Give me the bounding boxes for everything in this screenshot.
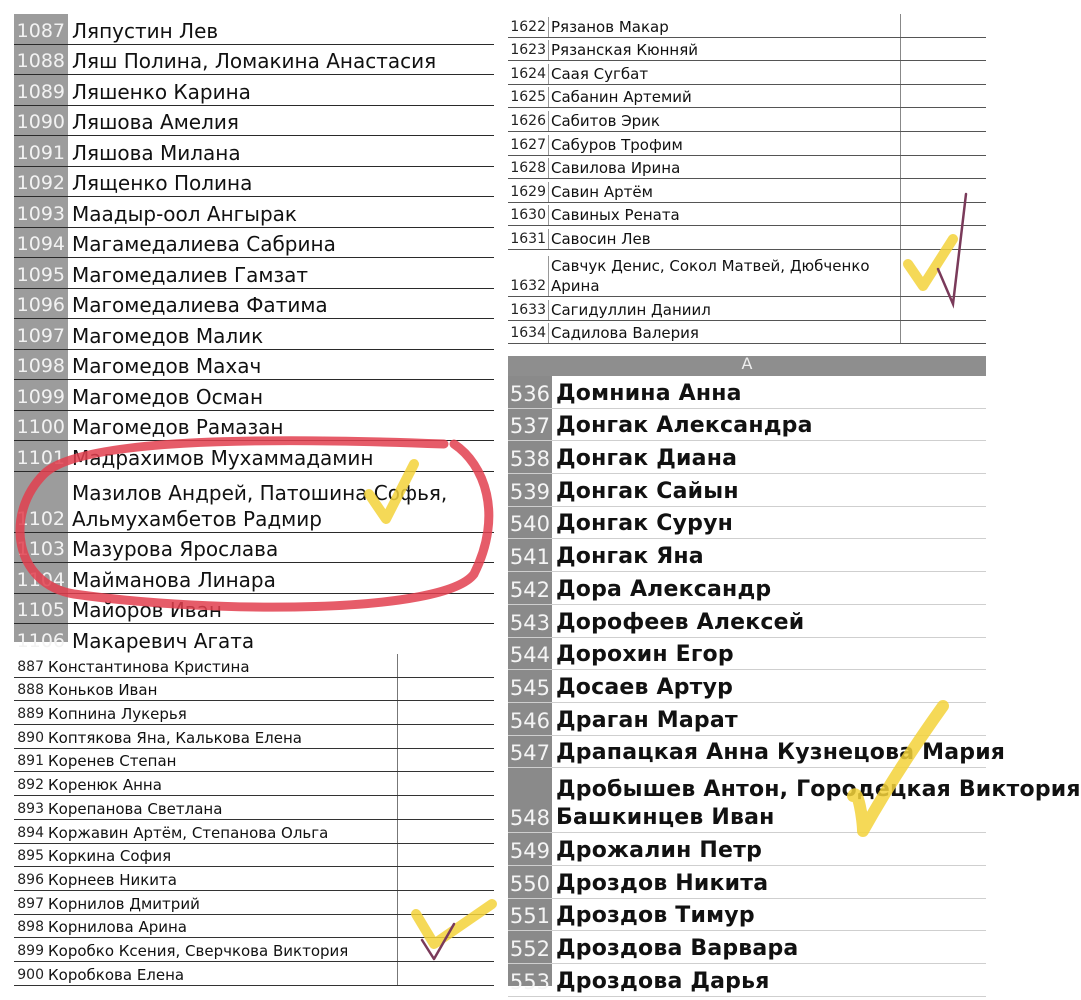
row-number: 900: [17, 966, 44, 983]
name-cell[interactable]: Ляш Полина, Ломакина Анастасия: [72, 49, 437, 73]
row-number: 546: [509, 708, 550, 733]
row-number: 538: [509, 447, 550, 472]
row-number: 543: [509, 610, 550, 635]
row-number: 890: [17, 729, 44, 746]
name-cell[interactable]: Садилова Валерия: [548, 323, 986, 343]
name-cell[interactable]: Драпацкая Анна Кузнецова Мария: [556, 740, 1006, 766]
name-cell[interactable]: Мадрахимов Мухаммадамин: [72, 445, 374, 470]
table-row[interactable]: [14, 594, 494, 625]
list-panel-top-left: [14, 14, 494, 653]
name-cell[interactable]: Ляшова Амелия: [72, 110, 239, 134]
table-row[interactable]: [14, 867, 494, 891]
table-row[interactable]: [508, 638, 986, 671]
name-cell[interactable]: Макаревич Агата: [72, 628, 255, 653]
list-panel-bottom-right: [508, 354, 1081, 994]
table-row[interactable]: [508, 156, 986, 180]
table-row[interactable]: [508, 203, 986, 227]
table-row[interactable]: [508, 376, 986, 409]
table-row[interactable]: [508, 409, 986, 442]
row-number: 1093: [16, 202, 65, 225]
name-cell[interactable]: Дроздов Тимур: [556, 903, 755, 929]
row-number: 1095: [16, 263, 65, 286]
name-cell[interactable]: Корнилова Арина: [48, 918, 187, 937]
row-number: 897: [17, 895, 44, 912]
table-row[interactable]: [14, 228, 494, 259]
table-row[interactable]: [14, 962, 494, 986]
table-row[interactable]: [508, 507, 986, 540]
table-row[interactable]: [508, 441, 986, 474]
name-cell[interactable]: Ляпустин Лев: [72, 18, 219, 43]
name-cell[interactable]: Константинова Кристина: [48, 657, 250, 676]
table-row[interactable]: [14, 14, 494, 45]
name-line: Дробышев Антон, Городецкая Виктория: [556, 777, 1081, 803]
name-cell[interactable]: Коренюк Анна: [48, 776, 162, 795]
row-number: 1102: [16, 507, 65, 530]
table-row[interactable]: [14, 411, 494, 442]
row-number: 1629: [510, 183, 546, 200]
table-row[interactable]: [508, 297, 986, 321]
row-number: 891: [17, 753, 44, 770]
list-panel-bottom-left: [14, 654, 494, 986]
name-cell[interactable]: Досаев Артур: [556, 674, 734, 700]
table-row[interactable]: [14, 75, 494, 106]
table-row[interactable]: [14, 701, 494, 725]
row-number: 1625: [510, 89, 546, 106]
name-cell[interactable]: Сабуров Трофим: [548, 135, 986, 155]
name-cell[interactable]: [552, 776, 1081, 832]
name-cell[interactable]: Магомедов Малик: [72, 323, 264, 348]
row-number: 537: [509, 414, 550, 439]
table-row[interactable]: [14, 472, 494, 533]
row-number: 1094: [16, 233, 65, 255]
name-cell[interactable]: Коркина София: [48, 847, 172, 866]
name-cell[interactable]: Дроздова Дарья: [556, 968, 770, 994]
row-number: 1104: [16, 568, 65, 591]
name-cell[interactable]: Донгак Сурун: [556, 511, 734, 537]
table-row[interactable]: [14, 796, 494, 820]
table-row[interactable]: [508, 736, 1006, 769]
row-number: 1628: [510, 160, 546, 177]
row-number: 1626: [510, 112, 546, 129]
row-number: 887: [17, 658, 44, 675]
row-number: 1088: [16, 50, 65, 72]
name-cell[interactable]: Коржавин Артём, Степанова Ольга: [48, 823, 329, 842]
name-cell[interactable]: Ляшова Милана: [72, 140, 241, 165]
name-cell[interactable]: Дорофеев Алексей: [556, 609, 805, 635]
name-cell[interactable]: Савиных Рената: [548, 205, 986, 225]
name-cell[interactable]: Коптякова Яна, Калькова Елена: [48, 728, 302, 747]
name-line: Мазилов Андрей, Патошина Софья,: [72, 480, 448, 505]
row-number: 553: [509, 969, 550, 994]
table-row[interactable]: [508, 132, 986, 156]
table-row[interactable]: [508, 226, 986, 250]
row-number: 1622: [510, 18, 546, 35]
name-cell[interactable]: Корнилов Дмитрий: [48, 894, 200, 913]
row-number: 1103: [16, 538, 65, 560]
name-cell[interactable]: Копнина Лукерья: [48, 705, 187, 724]
table-row[interactable]: [14, 654, 494, 678]
name-cell[interactable]: [548, 256, 986, 296]
row-number: 541: [509, 545, 550, 570]
table-row[interactable]: [508, 321, 986, 345]
row-number: 895: [17, 848, 44, 865]
table-row[interactable]: [508, 474, 986, 507]
name-cell[interactable]: Маадыр-оол Ангырак: [72, 201, 297, 226]
table-row[interactable]: [14, 915, 494, 939]
table-row[interactable]: [14, 380, 494, 411]
name-cell[interactable]: Майманова Линара: [72, 567, 276, 592]
table-row[interactable]: [14, 844, 494, 868]
name-cell[interactable]: Савосин Лев: [548, 229, 986, 249]
table-row[interactable]: [14, 533, 494, 564]
table-row[interactable]: [508, 670, 986, 703]
table-row[interactable]: [14, 938, 494, 962]
row-number: 1100: [16, 416, 65, 438]
table-row[interactable]: [14, 319, 494, 350]
table-row[interactable]: [14, 106, 494, 137]
name-line: Арина: [551, 276, 600, 295]
name-cell[interactable]: Дроздова Варвара: [556, 936, 799, 961]
row-number: 1087: [16, 19, 65, 42]
name-cell[interactable]: Коренев Степан: [48, 752, 177, 771]
name-cell[interactable]: Магомедалиев Гамзат: [72, 262, 309, 287]
row-number: 551: [509, 904, 550, 929]
row-number: 1627: [510, 136, 546, 153]
table-row[interactable]: [508, 539, 986, 572]
name-cell[interactable]: Магомедалиева Фатима: [72, 293, 328, 317]
name-cell[interactable]: Магомедов Махач: [72, 354, 262, 378]
row-number: 893: [17, 800, 44, 817]
name-cell[interactable]: Донгак Диана: [556, 446, 738, 472]
table-row[interactable]: [508, 931, 986, 964]
table-row[interactable]: [508, 179, 986, 203]
table-row[interactable]: [508, 38, 986, 62]
name-cell[interactable]: Коробкова Елена: [48, 965, 185, 984]
row-number: 545: [509, 675, 550, 700]
table-row[interactable]: [14, 197, 494, 228]
table-row[interactable]: [14, 678, 494, 702]
table-row[interactable]: [508, 85, 986, 109]
name-cell[interactable]: Сабанин Артемий: [548, 87, 986, 107]
table-row[interactable]: [508, 833, 986, 866]
table-row[interactable]: [508, 14, 986, 38]
name-line: Альмухамбетов Радмир: [72, 506, 322, 531]
table-row[interactable]: [508, 866, 986, 899]
row-number: 1632: [510, 277, 546, 294]
table-row[interactable]: [508, 703, 986, 736]
name-cell[interactable]: Коробко Ксения, Сверчкова Виктория: [48, 941, 349, 960]
row-number: 1631: [510, 230, 546, 247]
name-cell[interactable]: Савин Артём: [548, 182, 986, 202]
row-number: 1624: [510, 65, 546, 82]
column-header[interactable]: A: [508, 356, 986, 376]
name-cell[interactable]: Донгак Александра: [556, 413, 813, 439]
table-row[interactable]: [14, 624, 494, 655]
name-cell[interactable]: Корепанова Светлана: [48, 799, 223, 818]
name-cell[interactable]: Саая Сугбат: [548, 64, 986, 84]
name-cell[interactable]: Дора Александр: [556, 576, 772, 602]
name-cell[interactable]: Магомедов Рамазан: [72, 415, 284, 439]
table-row[interactable]: [14, 167, 494, 198]
name-cell[interactable]: Драган Марат: [556, 707, 738, 733]
name-cell[interactable]: Дрожалин Петр: [556, 837, 763, 863]
row-number: 1101: [16, 446, 65, 469]
table-row[interactable]: [508, 605, 986, 638]
row-number: 550: [509, 871, 550, 896]
table-row[interactable]: [14, 563, 494, 594]
row-number: 1106: [16, 629, 65, 652]
table-row[interactable]: [14, 891, 494, 915]
table-row[interactable]: [14, 441, 494, 472]
row-number: 542: [509, 577, 550, 602]
row-number: 1089: [16, 80, 65, 103]
row-number: 1633: [510, 301, 546, 318]
table-row[interactable]: [14, 350, 494, 381]
name-cell[interactable]: Коньков Иван: [48, 681, 158, 700]
name-line: Башкинцев Иван: [556, 805, 775, 831]
row-number: 888: [17, 682, 44, 699]
table-row[interactable]: [508, 61, 986, 85]
name-cell[interactable]: Магамедалиева Сабрина: [72, 232, 336, 256]
list-panel-top-right: [508, 14, 986, 344]
name-cell[interactable]: Магомедов Осман: [72, 384, 264, 409]
name-cell[interactable]: Корнеев Никита: [48, 870, 177, 889]
row-number: 894: [17, 824, 44, 841]
name-cell[interactable]: Рязанов Макар: [548, 17, 986, 37]
row-number: 896: [17, 871, 44, 888]
row-number: 889: [17, 706, 44, 723]
name-cell[interactable]: Дорохин Егор: [556, 642, 734, 668]
name-cell[interactable]: Донгак Яна: [556, 544, 704, 570]
row-number: 1098: [16, 355, 65, 377]
name-cell[interactable]: Сабитов Эрик: [548, 111, 986, 131]
name-cell[interactable]: Савилова Ирина: [548, 158, 986, 178]
name-cell[interactable]: Дроздов Никита: [556, 870, 769, 896]
name-cell[interactable]: Майоров Иван: [72, 598, 222, 622]
row-number: 536: [509, 381, 550, 406]
row-number: 547: [509, 741, 550, 766]
row-number: 892: [17, 777, 44, 794]
name-cell[interactable]: Донгак Сайын: [556, 478, 739, 504]
name-cell[interactable]: Рязанская Кюнняй: [548, 40, 986, 60]
row-number: 1623: [510, 42, 546, 59]
name-cell[interactable]: Домнина Анна: [556, 380, 742, 406]
row-number: 1091: [16, 141, 65, 164]
table-row[interactable]: [508, 250, 986, 297]
row-number: 1092: [16, 172, 65, 194]
table-row[interactable]: [14, 749, 494, 773]
row-number: 552: [509, 937, 550, 961]
name-cell[interactable]: Лященко Полина: [72, 171, 253, 195]
name-cell[interactable]: Мазурова Ярослава: [72, 537, 279, 561]
row-number: 1630: [510, 207, 546, 224]
table-row[interactable]: [508, 964, 986, 997]
row-number: 1096: [16, 294, 65, 316]
row-number: 539: [509, 479, 550, 504]
row-number: 548: [509, 806, 550, 831]
row-number: 1105: [16, 599, 65, 621]
table-row[interactable]: [508, 768, 1081, 833]
table-row[interactable]: [14, 136, 494, 167]
table-row[interactable]: [14, 45, 494, 76]
table-row[interactable]: [14, 772, 494, 796]
table-row[interactable]: [14, 725, 494, 749]
table-row[interactable]: [14, 289, 494, 320]
name-line: Савчук Денис, Сокол Матвей, Дюбченко: [551, 256, 870, 275]
row-number: 544: [509, 643, 550, 668]
name-cell[interactable]: Ляшенко Карина: [72, 79, 251, 104]
table-row[interactable]: [508, 899, 986, 932]
row-number: 1090: [16, 111, 65, 133]
row-number: 540: [509, 512, 550, 537]
name-cell[interactable]: [68, 480, 494, 532]
row-number: 549: [509, 838, 550, 863]
name-cell[interactable]: Сагидуллин Даниил: [548, 300, 986, 320]
row-number: 899: [17, 942, 44, 959]
row-number: 1634: [510, 325, 546, 342]
row-number: 898: [17, 919, 44, 936]
table-row[interactable]: [508, 108, 986, 132]
table-row[interactable]: [14, 258, 494, 289]
table-row[interactable]: [508, 572, 986, 605]
table-row[interactable]: [14, 820, 494, 844]
row-number: 1097: [16, 324, 65, 347]
row-number: 1099: [16, 385, 65, 408]
